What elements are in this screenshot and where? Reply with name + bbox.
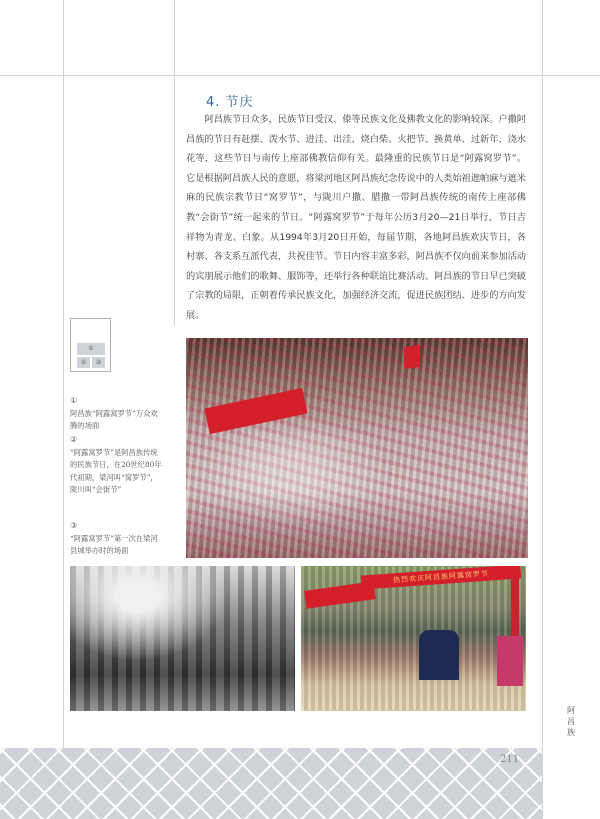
text-column-rule bbox=[174, 0, 175, 326]
page-number: 211 bbox=[500, 754, 520, 765]
right-margin-rule bbox=[542, 0, 543, 819]
thumbnail-slot-3: ③ bbox=[92, 357, 105, 368]
festival-banner: 热烈欢庆阿昌族阿露窝罗节 bbox=[361, 566, 522, 590]
caption-text: 阿昌族“阿露窝罗节”万众欢腾的场面 bbox=[70, 408, 158, 430]
photo-festival-crowd bbox=[186, 338, 528, 558]
thumbnail-slot-2: ② bbox=[77, 357, 90, 368]
red-flag bbox=[404, 345, 420, 369]
left-margin-rule bbox=[63, 0, 64, 748]
caption-2 bbox=[70, 434, 165, 497]
caption-3 bbox=[70, 520, 165, 558]
caption-number: ③ bbox=[70, 521, 78, 530]
body-paragraph: 阿昌族节日众多，民族节日受汉、傣等民族文化及佛教文化的影响较深。户撒阿昌族的节日有赶摆、泼水节、进洼、出洼、烧白柴、火把节、换黄单、过新年、浇水花等，这些节日与南传上座部佛教信仰有关。最隆重的民族节日是“阿露窝罗节”。它是根据阿昌族人民的意愿，将梁河地区阿昌族纪念传说中的人类始祖遮帕麻与遮米麻的民族宗教节日“窝罗节”，与陇川户撒、腊撒一带阿昌族传统的南传上座部佛教“会街节”统一起来的节日。“阿露窝罗节”于每年公历3月20—21日举行，节日吉祥物为青龙、白象。从1994年3月20日开始，每届节期，各地阿昌族欢庆节日，各村寨、各支系互派代表，共祝佳节。节日内容丰富多彩，阿昌族不仅向前来参加活动的宾朋展示他们的歌舞、服饰等，还举行各种联谊比赛活动。阿昌族的节日早已突破了宗教的局限，正朝着传承民族文化，加强经济交流，促进民族团结、进步的方向发展。 bbox=[186, 114, 526, 321]
caption-number: ② bbox=[70, 435, 78, 444]
caption-1 bbox=[70, 395, 165, 433]
caption-number: ① bbox=[70, 396, 78, 405]
photo-historical-bw bbox=[70, 566, 295, 711]
photo-layout-thumbnail bbox=[70, 318, 111, 372]
section-title: 4. 节庆 bbox=[206, 95, 254, 110]
caption-text: “阿露窝罗节”第一次在梁河县城举办时的场面 bbox=[70, 533, 158, 555]
performer-costume bbox=[419, 630, 459, 680]
red-banner bbox=[204, 388, 307, 434]
caption-text: “阿露窝罗节”是阿昌族传统的民族节日，在20世纪80年代初期，梁河叫“窝罗节”，陇川叫“会街节” bbox=[70, 447, 162, 494]
top-rule bbox=[0, 75, 600, 76]
performer-costume bbox=[497, 636, 523, 686]
photo-first-festival bbox=[301, 566, 526, 711]
side-chapter-label: 阿昌族 bbox=[567, 706, 575, 737]
decorative-pattern-band bbox=[0, 748, 542, 819]
thumbnail-slot-1: ① bbox=[77, 343, 105, 355]
